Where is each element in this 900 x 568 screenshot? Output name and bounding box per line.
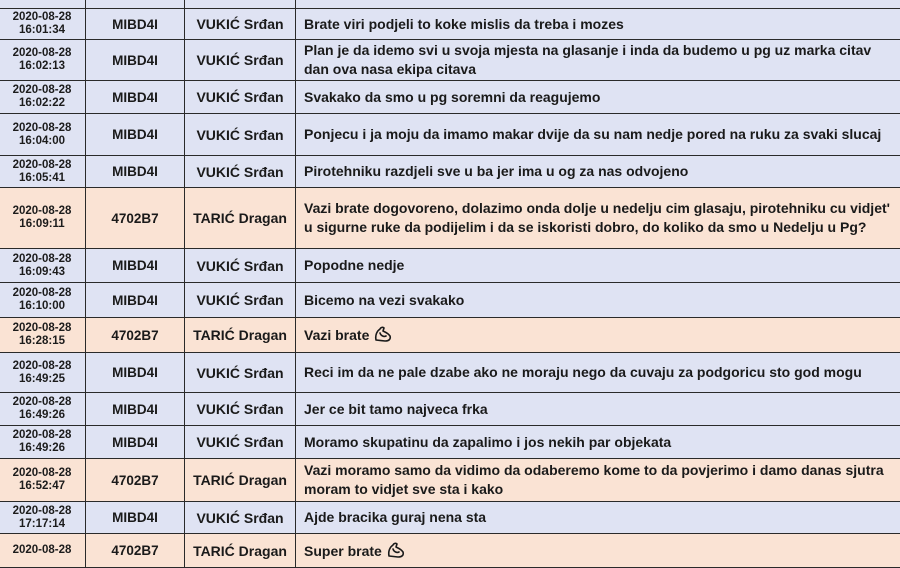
timestamp-cell: 2020-08-28 16:49:25	[0, 353, 86, 393]
table-row	[0, 283, 900, 318]
message-text-cell: Popodne nedje	[296, 249, 900, 283]
message-text-cell	[296, 0, 900, 9]
table-row	[0, 9, 900, 40]
table-row	[0, 114, 900, 156]
sender-name-cell	[185, 0, 296, 9]
device-id-cell	[86, 0, 185, 9]
table-row	[0, 156, 900, 188]
message-text-cell: Ajde bracika guraj nena sta	[296, 502, 900, 534]
device-id-cell: MIBD4I	[86, 9, 185, 40]
table-row	[0, 426, 900, 459]
flexed-biceps-icon	[386, 541, 406, 559]
message-text-cell: Svakako da smo u pg soremni da reagujemo	[296, 81, 900, 114]
timestamp-cell: 2020-08-28 16:04:00	[0, 114, 86, 156]
sender-name-cell: VUKIĆ Srđan	[185, 502, 296, 534]
message-text-cell: Plan je da idemo svi u svoja mjesta na glasanje i inda da budemo u pg uz marka citav dan ova nasa ekipa citava	[296, 40, 900, 81]
device-id-cell: MIBD4I	[86, 81, 185, 114]
sender-name-cell: VUKIĆ Srđan	[185, 249, 296, 283]
message-text-cell: Pirotehniku razdjeli sve u ba jer ima u og za nas odvojeno	[296, 156, 900, 188]
timestamp-cell: 2020-08-28 16:49:26	[0, 426, 86, 459]
timestamp-cell: 2020-08-28	[0, 534, 86, 568]
table-row	[0, 502, 900, 534]
timestamp-cell: 2020-08-28 16:01:34	[0, 9, 86, 40]
device-id-cell: MIBD4I	[86, 114, 185, 156]
timestamp-cell: 2020-08-28 17:17:14	[0, 502, 86, 534]
timestamp-cell	[0, 0, 86, 9]
sender-name-cell: TARIĆ Dragan	[185, 318, 296, 353]
timestamp-cell: 2020-08-28 16:09:43	[0, 249, 86, 283]
message-text-cell: Bicemo na vezi svakako	[296, 283, 900, 318]
table-row	[0, 81, 900, 114]
device-id-cell: MIBD4I	[86, 353, 185, 393]
sender-name-cell: TARIĆ Dragan	[185, 534, 296, 568]
device-id-cell: MIBD4I	[86, 393, 185, 426]
table-row	[0, 249, 900, 283]
message-text-cell: Vazi brate dogovoreno, dolazimo onda dolje u nedelju cim glasaju, pirotehniku cu vidjet' u sigurne ruke da podijelim i da se iskoristi dobro, do koliko da smo u Nedelju u Pg?	[296, 188, 900, 249]
table-row	[0, 40, 900, 81]
flexed-biceps-icon	[373, 325, 393, 343]
sender-name-cell: VUKIĆ Srđan	[185, 9, 296, 40]
sender-name-cell: VUKIĆ Srđan	[185, 283, 296, 318]
device-id-cell: MIBD4I	[86, 502, 185, 534]
sender-name-cell: VUKIĆ Srđan	[185, 81, 296, 114]
message-text-cell: Reci im da ne pale dzabe ako ne moraju nego da cuvaju za podgoricu sto god mogu	[296, 353, 900, 393]
timestamp-cell: 2020-08-28 16:10:00	[0, 283, 86, 318]
timestamp-cell: 2020-08-28 16:02:13	[0, 40, 86, 81]
timestamp-cell: 2020-08-28 16:28:15	[0, 318, 86, 353]
table-row	[0, 188, 900, 249]
timestamp-cell: 2020-08-28 16:09:11	[0, 188, 86, 249]
table-row	[0, 534, 900, 568]
message-text-cell: Moramo skupatinu da zapalimo i jos nekih par objekata	[296, 426, 900, 459]
timestamp-cell: 2020-08-28 16:02:22	[0, 81, 86, 114]
sender-name-cell: VUKIĆ Srđan	[185, 426, 296, 459]
message-text-cell: Brate viri podjeli to koke mislis da treba i mozes	[296, 9, 900, 40]
device-id-cell: MIBD4I	[86, 249, 185, 283]
device-id-cell: MIBD4I	[86, 283, 185, 318]
sender-name-cell: TARIĆ Dragan	[185, 188, 296, 249]
sender-name-cell: VUKIĆ Srđan	[185, 393, 296, 426]
message-text-cell: Ponjecu i ja moju da imamo makar dvije da su nam nedje pored na ruku za svaki slucaj	[296, 114, 900, 156]
sender-name-cell: VUKIĆ Srđan	[185, 40, 296, 81]
message-text-cell	[296, 318, 900, 353]
sender-name-cell: TARIĆ Dragan	[185, 459, 296, 502]
timestamp-cell: 2020-08-28 16:49:26	[0, 393, 86, 426]
device-id-cell: MIBD4I	[86, 156, 185, 188]
table-row	[0, 459, 900, 502]
timestamp-cell: 2020-08-28 16:05:41	[0, 156, 86, 188]
table-row	[0, 353, 900, 393]
device-id-cell: 4702B7	[86, 534, 185, 568]
sender-name-cell: VUKIĆ Srđan	[185, 353, 296, 393]
device-id-cell: MIBD4I	[86, 40, 185, 81]
table-row	[0, 393, 900, 426]
device-id-cell: MIBD4I	[86, 426, 185, 459]
sender-name-cell: VUKIĆ Srđan	[185, 156, 296, 188]
device-id-cell: 4702B7	[86, 318, 185, 353]
device-id-cell: 4702B7	[86, 188, 185, 249]
table-row	[0, 318, 900, 353]
message-text-cell	[296, 534, 900, 568]
message-text: Vazi brate	[304, 327, 369, 343]
message-text-cell: Vazi moramo samo da vidimo da odaberemo kome to da povjerimo i damo danas sjutra moram to vidjet sve sta i kako	[296, 459, 900, 502]
message-text-cell: Jer ce bit tamo najveca frka	[296, 393, 900, 426]
sender-name-cell: VUKIĆ Srđan	[185, 114, 296, 156]
table-row	[0, 0, 900, 9]
device-id-cell: 4702B7	[86, 459, 185, 502]
timestamp-cell: 2020-08-28 16:52:47	[0, 459, 86, 502]
message-text: Super brate	[304, 543, 382, 559]
